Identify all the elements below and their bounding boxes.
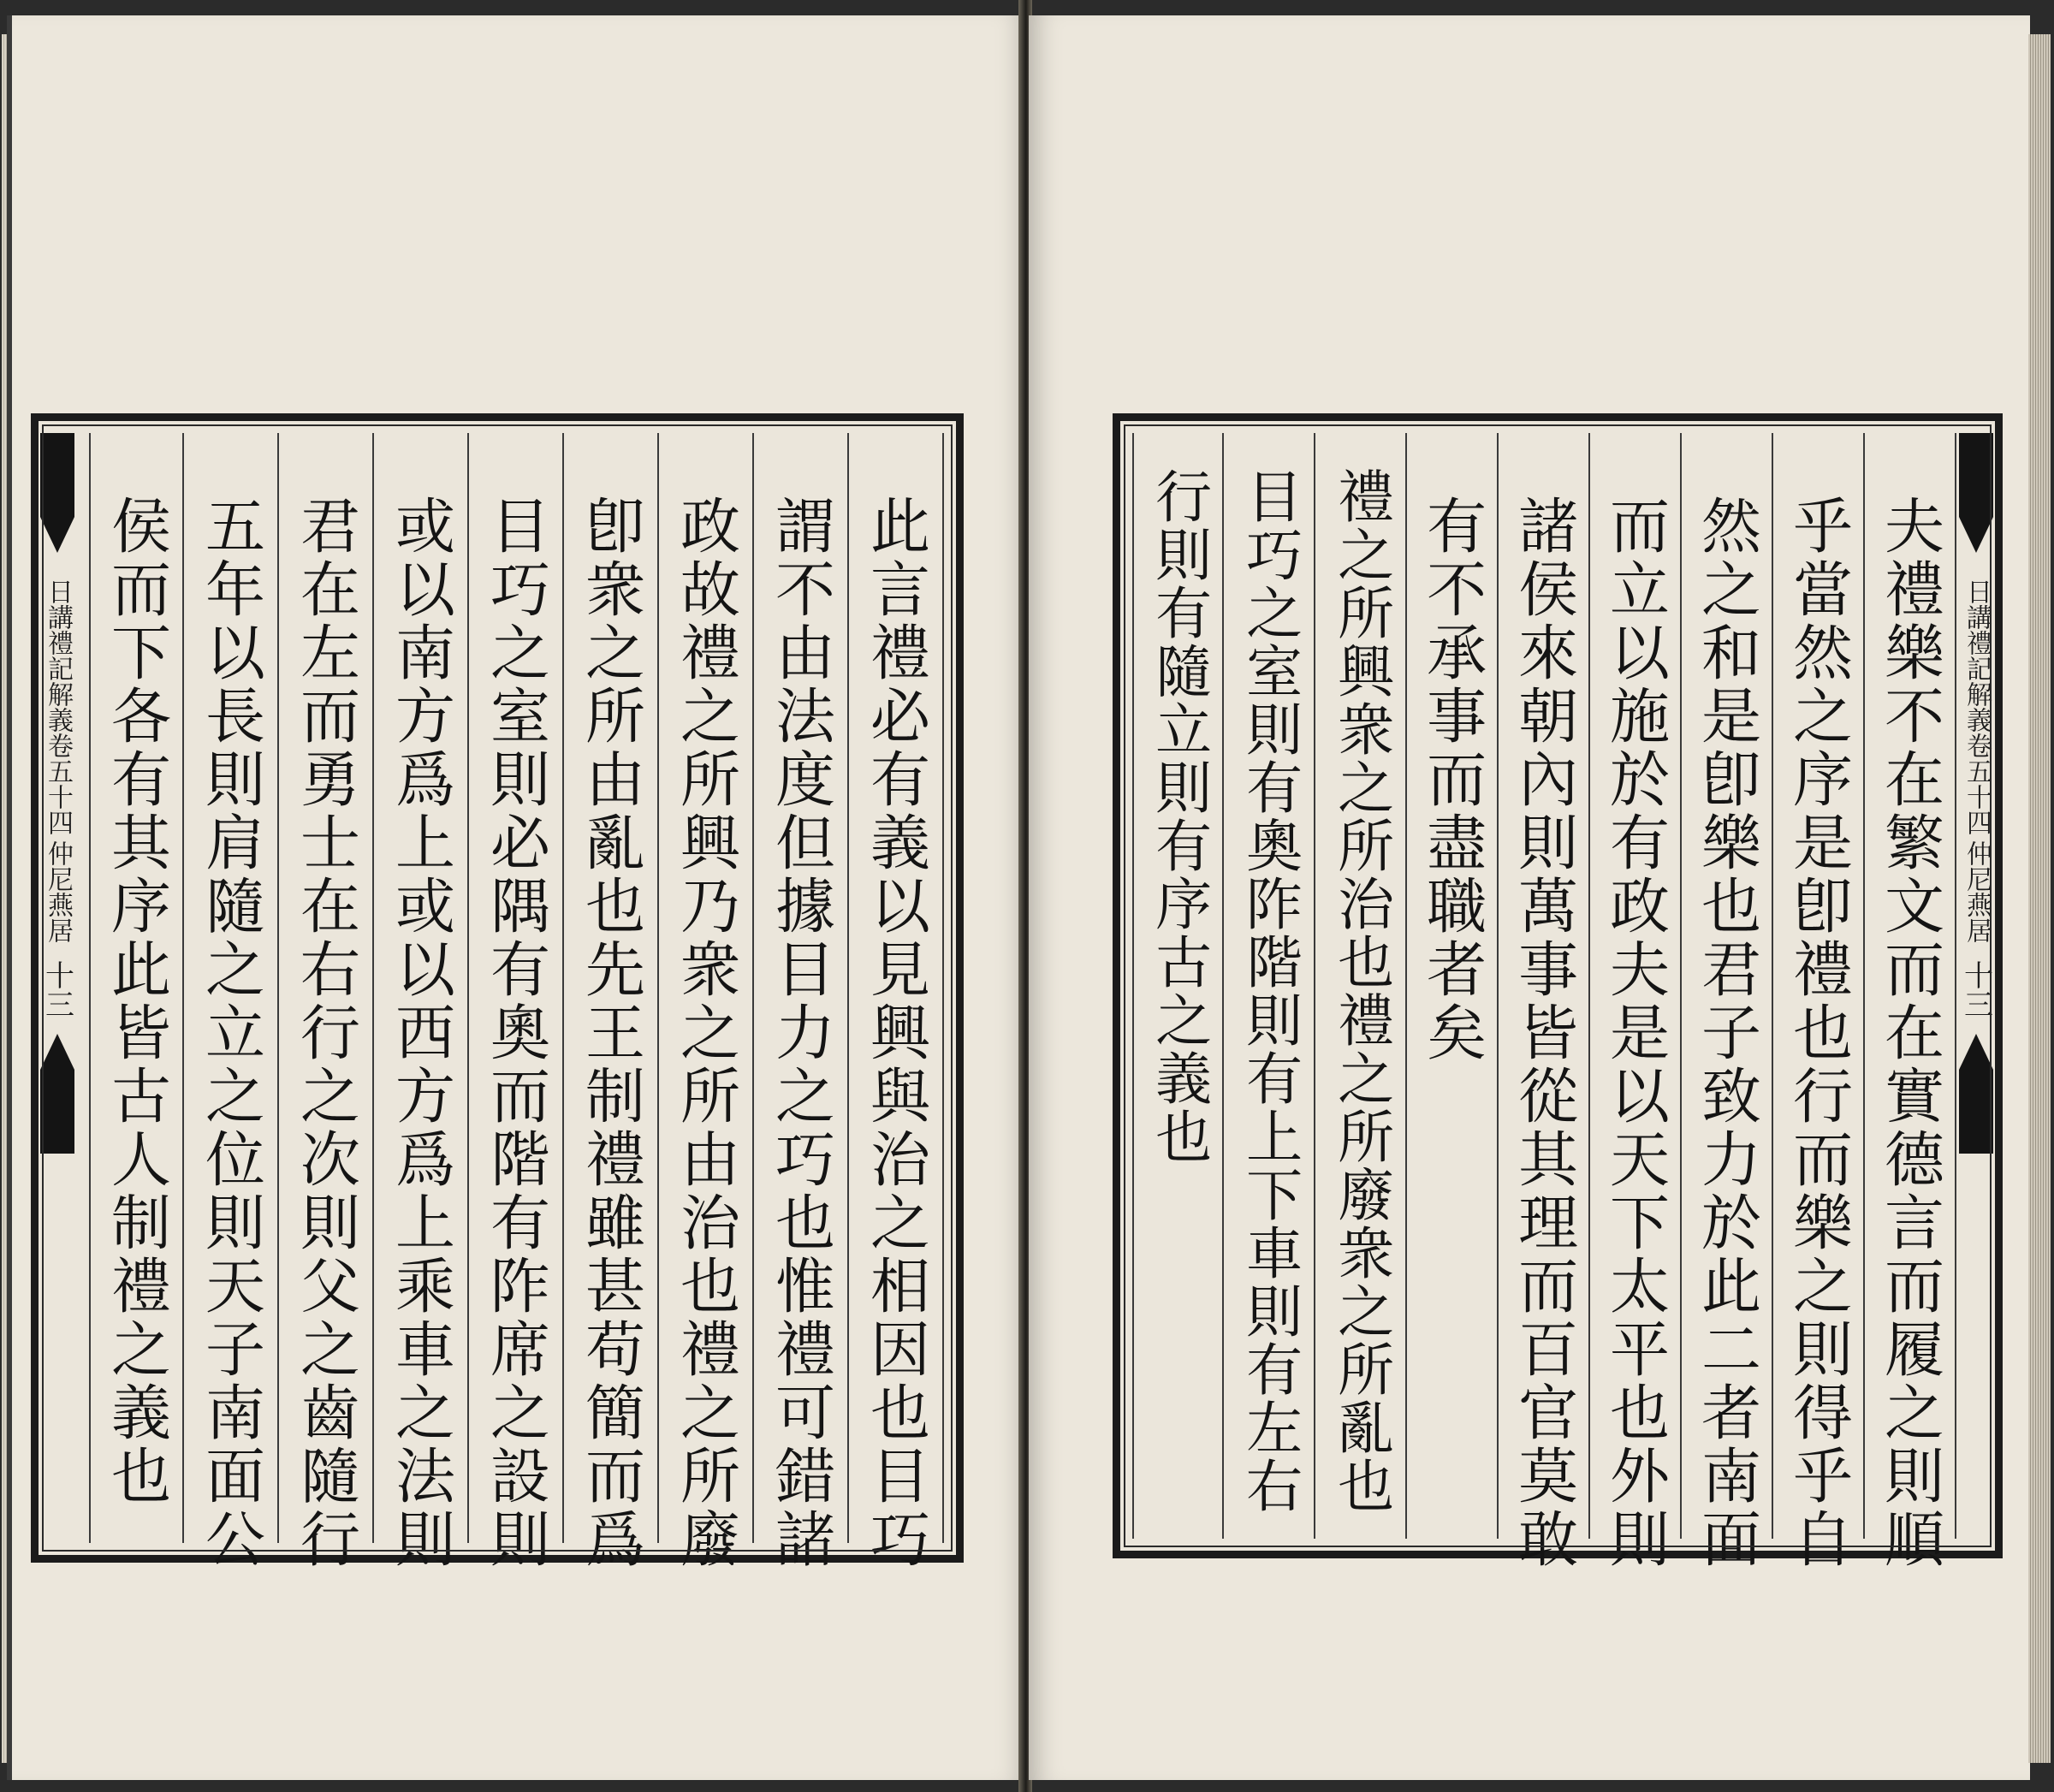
text-column: 君在左而勇士在右行之次則父之齒隨行 (279, 433, 374, 1543)
fold-section: 仲尼燕居 (1962, 840, 1992, 943)
left-text-block (31, 413, 964, 1571)
fish-tail-mark-bottom (1959, 1034, 1993, 1154)
text-column: 夫禮樂不在繁文而在實德言而履之則順 (1865, 433, 1956, 1539)
text-column: 卽衆之所由亂也先王制禮雖甚苟簡而爲 (564, 433, 659, 1543)
fold-page-number: 十三 (1958, 960, 1993, 1018)
left-fold-column (39, 433, 76, 1543)
right-text-block (1113, 413, 2003, 1571)
fold-title: 日講禮記解義卷五十四 (43, 579, 73, 835)
text-column: 五年以長則肩隨之立之位則天子南面公 (184, 433, 279, 1543)
text-column: 有不承事而盡職者矣 (1407, 433, 1499, 1539)
text-column: 謂不由法度但據目力之巧也惟禮可錯諸 (754, 433, 849, 1543)
text-column: 然之和是卽樂也君子致力於此二者南面 (1682, 433, 1773, 1539)
text-column: 而立以施於有政夫是以天下太平也外則 (1590, 433, 1682, 1539)
fold-page-number: 十三 (39, 960, 74, 1018)
fold-title: 日講禮記解義卷五十四 (1962, 579, 1992, 835)
fish-tail-mark-top (1959, 433, 1993, 553)
right-page (1029, 15, 2030, 1780)
fish-tail-mark-top (40, 433, 74, 553)
text-column: 此言禮必有義以見興與治之相因也目巧 (849, 433, 944, 1543)
text-column: 乎當然之序是卽禮也行而樂之則得乎自 (1773, 433, 1865, 1539)
right-page-edges (2028, 34, 2051, 1763)
left-text-columns (73, 433, 944, 1571)
fold-section: 仲尼燕居 (43, 840, 73, 943)
text-column: 政故禮之所興乃衆之所由治也禮之所廢 (659, 433, 754, 1543)
text-column: 侯而下各有其序此皆古人制禮之義也 (89, 433, 184, 1543)
text-column: 禮之所興衆之所治也禮之所廢衆之所亂也 (1315, 433, 1407, 1539)
text-column: 或以南方爲上或以西方爲上乘車之法則 (374, 433, 469, 1543)
text-column: 行則有隨立則有序古之義也 (1132, 433, 1224, 1539)
right-fold-column (1957, 433, 1995, 1539)
fish-tail-mark-bottom (40, 1034, 74, 1154)
left-page (7, 15, 1029, 1780)
text-column: 目巧之室則有奧阼階則有上下車則有左右 (1224, 433, 1315, 1539)
text-column: 諸侯來朝內則萬事皆從其理而百官莫敢 (1499, 433, 1590, 1539)
right-text-columns (1132, 433, 1956, 1571)
text-column: 目巧之室則必隅有奧而階有阼席之設則 (469, 433, 564, 1543)
